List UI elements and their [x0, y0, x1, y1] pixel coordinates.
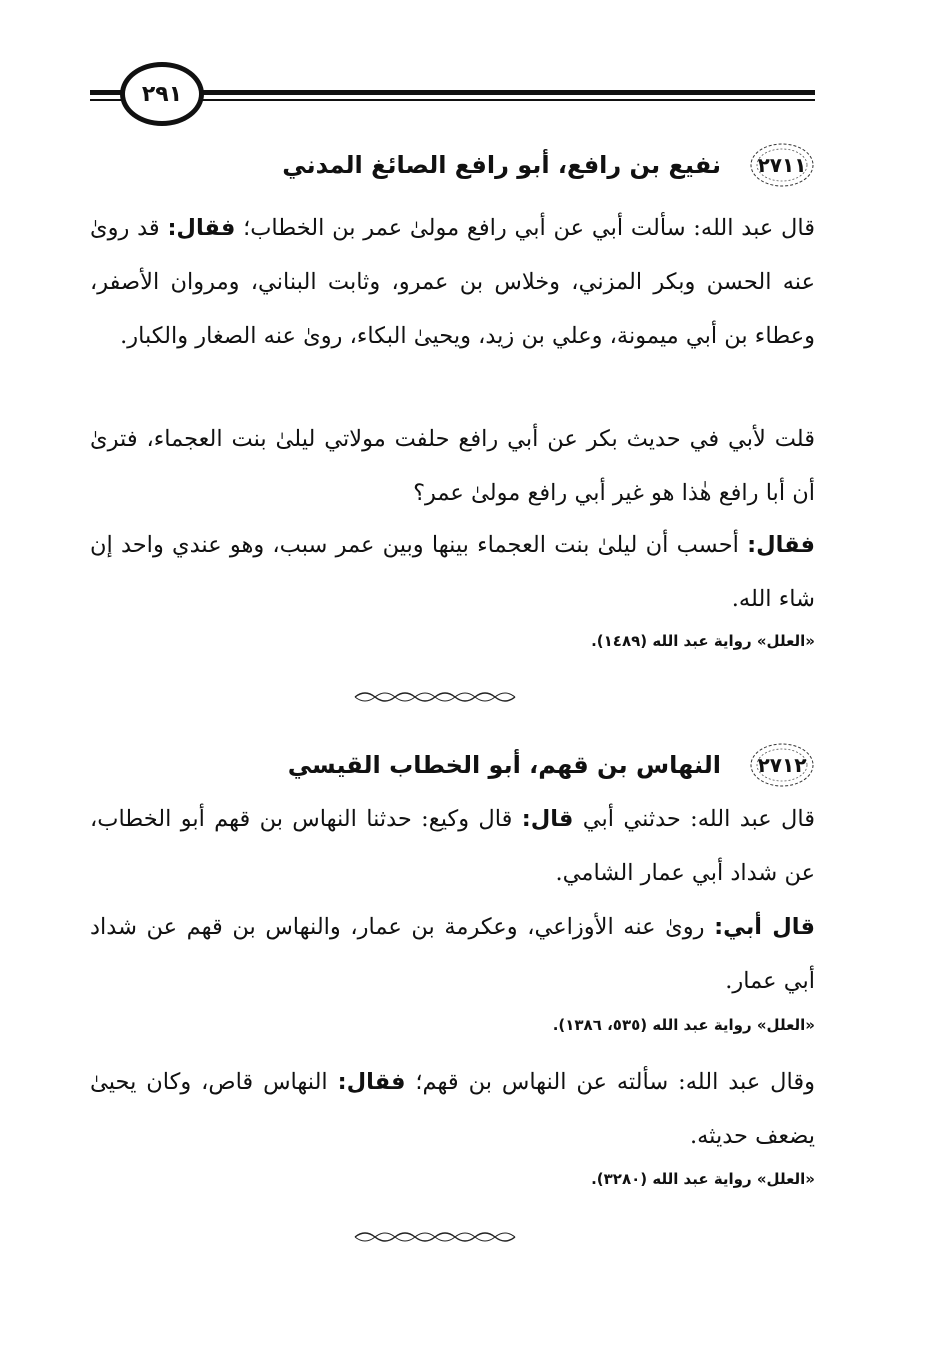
bold-term: قال أبي: — [714, 914, 815, 940]
bold-term: فقال: — [747, 532, 815, 558]
source-citation: «العلل» رواية عبد الله (٣٢٨٠). — [591, 1170, 815, 1188]
bold-term: فقال: — [337, 1069, 406, 1095]
source-citation: «العلل» رواية عبد الله (١٤٨٩). — [591, 632, 815, 650]
divider-ornament — [350, 690, 530, 704]
text-run: قد روىٰ عنه الحسن وبكر المزني، وخلاس بن عمرو، وثابت البناني، ومروان الأصفر، وعطاء بن أبي ميمونة، وعلي بن زيد، ويحيىٰ البكاء، روىٰ عنه الصغار والكبار. — [90, 215, 815, 349]
page-number: ٢٩١ — [141, 81, 183, 107]
entry-number-rosette — [749, 142, 815, 188]
page-number-badge — [120, 62, 204, 126]
paragraph — [90, 518, 815, 626]
text-run: روىٰ عنه الأوزاعي، وعكرمة بن عمار، والنهاس بن قهم عن شداد أبي عمار. — [90, 914, 815, 994]
bold-term: قال: — [521, 806, 574, 832]
page-header — [90, 62, 815, 132]
entry-number-rosette — [749, 742, 815, 788]
text-run: النهاس قاص، وكان يحيىٰ يضعف حديثه. — [90, 1069, 815, 1149]
bold-term: فقال: — [167, 215, 236, 241]
text-run: قال وكيع: حدثنا النهاس بن قهم أبو الخطاب، عن شداد أبي عمار الشامي. — [90, 806, 815, 886]
divider-ornament — [350, 1230, 530, 1244]
text-run: وقال عبد الله: سألته عن النهاس بن قهم؛ — [405, 1069, 816, 1095]
entry-number: ٢٧١٢ — [757, 753, 807, 777]
paragraph — [90, 900, 815, 1008]
text-run: قال عبد الله: حدثني أبي — [573, 806, 815, 832]
entry-title: نفيع بن رافع، أبو رافع الصائغ المدني — [282, 151, 721, 179]
text-run: قلت لأبي في حديث بكر عن أبي رافع حلفت مولاتي ليلىٰ بنت العجماء، فترىٰ أن أبا رافع هٰذا هو غير أبي رافع مولىٰ عمر؟ — [90, 426, 815, 506]
entry-heading — [230, 740, 815, 790]
paragraph — [90, 201, 815, 363]
entry-number: ٢٧١١ — [757, 153, 807, 177]
paragraph — [90, 412, 815, 520]
source-citation: «العلل» رواية عبد الله (٥٣٥، ١٣٨٦). — [552, 1016, 815, 1034]
entry-title: النهاس بن قهم، أبو الخطاب القيسي — [287, 751, 721, 779]
entry-heading — [230, 140, 815, 190]
text-run: قال عبد الله: سألت أبي عن أبي رافع مولىٰ عمر بن الخطاب؛ — [235, 215, 816, 241]
paragraph — [90, 1055, 815, 1163]
paragraph — [90, 792, 815, 900]
text-run: أحسب أن ليلىٰ بنت العجماء بينها وبين عمر سبب، وهو عندي واحد إن شاء الله. — [90, 532, 815, 612]
